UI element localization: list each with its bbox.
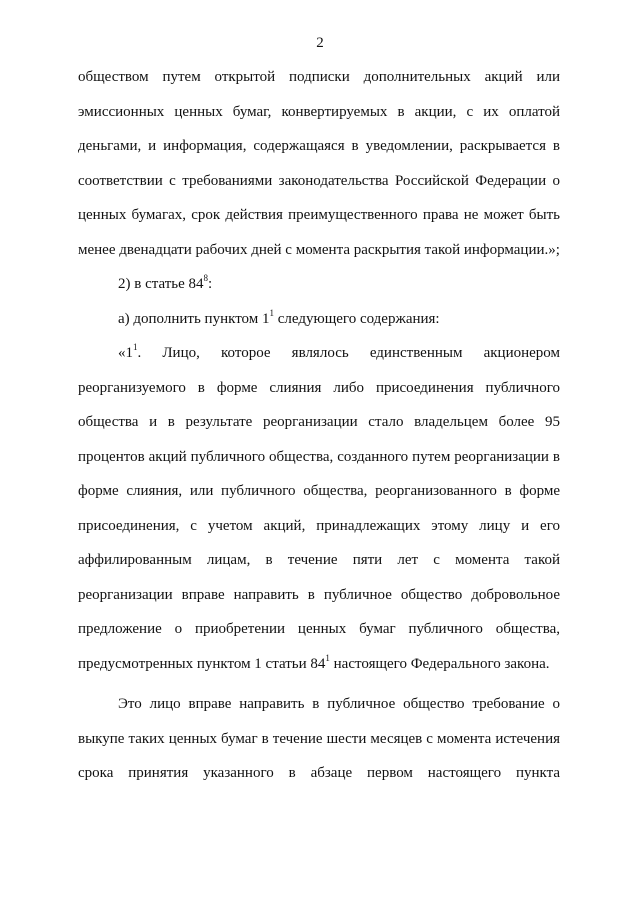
sub-item-text: следующего содержания: bbox=[274, 310, 440, 327]
list-item-text: 2) в статье 84 bbox=[118, 276, 204, 292]
paragraph-line: выкупе таких ценных бумаг в течение шести месяцев с момента истечения bbox=[78, 730, 560, 747]
line-text: . Лицо, которое являлось единственным акционером bbox=[137, 345, 560, 361]
page-number: 2 bbox=[316, 35, 324, 51]
paragraph-line bbox=[78, 336, 560, 371]
paragraph-line: менее двенадцати рабочих дней с момента раскрытия такой информации.»; bbox=[78, 241, 560, 258]
paragraph-line: деньгами, и информация, содержащаяся в уведомлении, раскрывается в bbox=[78, 138, 560, 154]
superscript: 1 bbox=[133, 342, 138, 352]
paragraph-line: аффилированным лицам, в течение пяти лет с момента такой bbox=[78, 552, 560, 568]
paragraph-line: предложение о приобретении ценных бумаг публичного общества, bbox=[78, 621, 560, 637]
paragraph-line: процентов акций публичного общества, созданного путем реорганизации в bbox=[78, 448, 560, 465]
paragraph-line: реорганизации вправе направить в публичное общество добровольное bbox=[78, 586, 560, 603]
paragraph-line bbox=[78, 647, 560, 682]
line-text: «1 bbox=[118, 345, 133, 361]
paragraph-line: присоединения, с учетом акций, принадлежащих этому лицу и его bbox=[78, 517, 560, 534]
paragraph-line: форме слияния, или публичного общества, реорганизованного в форме bbox=[78, 483, 560, 499]
line-text: предусмотренных пунктом 1 статьи 84 bbox=[78, 655, 326, 672]
paragraph-line: срока принятия указанного в абзаце первом настоящего пункта bbox=[78, 765, 560, 781]
paragraph-line: соответствии с требованиями законодательства Российской Федерации о bbox=[78, 172, 560, 189]
list-item-2 bbox=[78, 267, 560, 302]
paragraph-line: реорганизуемого в форме слияния либо присоединения публичного bbox=[78, 379, 560, 396]
paragraph-line: общества и в результате реорганизации стало владельцем более 95 bbox=[78, 414, 560, 430]
paragraph-line: эмиссионных ценных бумаг, конвертируемых в акции, с их оплатой bbox=[78, 103, 560, 120]
paragraph-line: обществом путем открытой подписки дополнительных акций или bbox=[78, 69, 560, 85]
paragraph-line: Это лицо вправе направить в публичное общество требование о bbox=[118, 696, 560, 712]
line-text: настоящего Федерального закона. bbox=[329, 655, 550, 672]
superscript: 1 bbox=[269, 307, 275, 318]
sub-item-a bbox=[78, 302, 560, 337]
document-body bbox=[78, 60, 560, 791]
sub-item-text: а) дополнить пунктом 1 bbox=[118, 310, 270, 327]
superscript: 1 bbox=[325, 652, 330, 663]
superscript: 8 bbox=[203, 273, 209, 283]
list-item-text: : bbox=[208, 276, 213, 292]
paragraph-line: ценных бумагах, срок действия преимущественного права не может быть bbox=[78, 207, 560, 223]
